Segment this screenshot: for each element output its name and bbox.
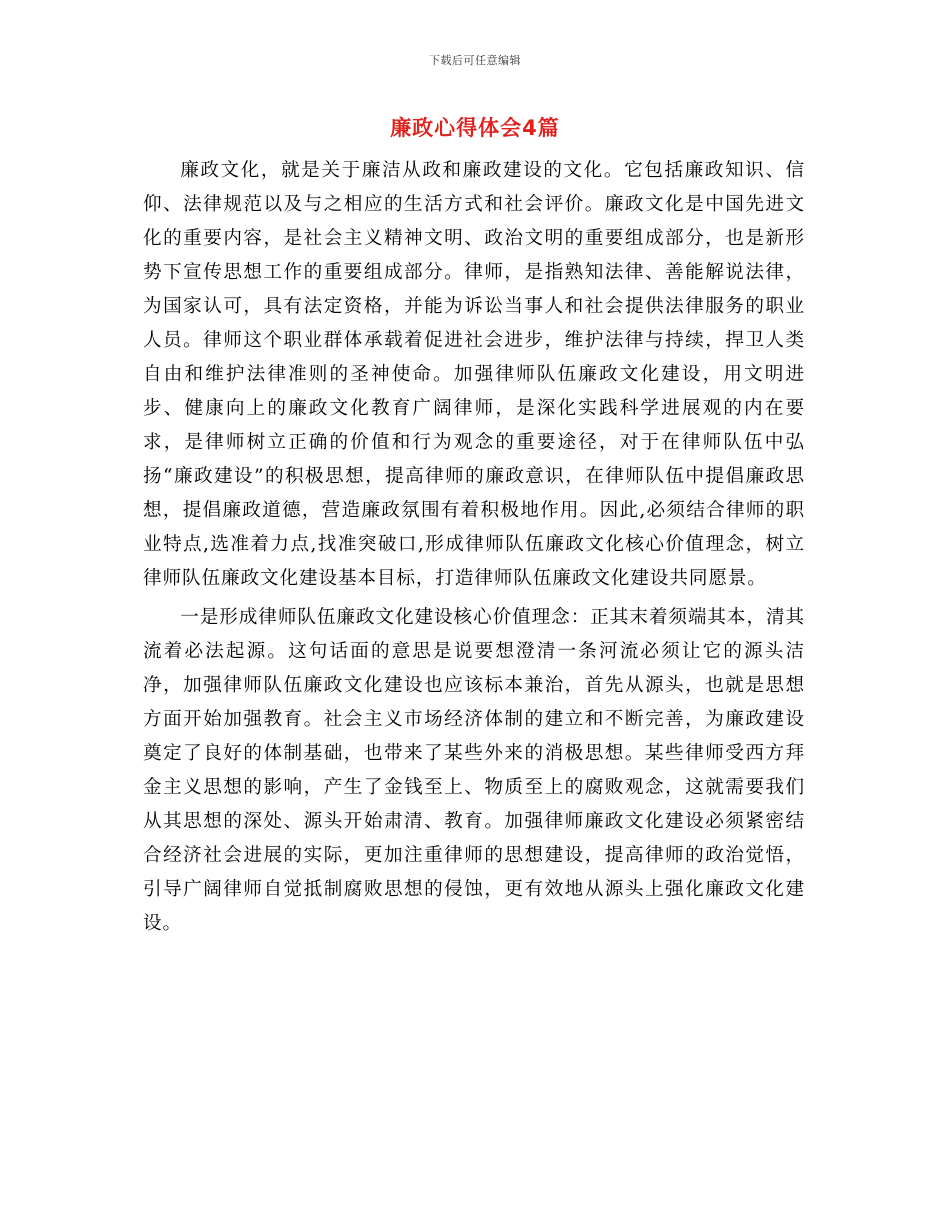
- document-body: [143, 154, 805, 946]
- paragraph-1: 廉政文化，就是关于廉洁从政和廉政建设的文化。它包括廉政知识、信仰、法律规范以及与之相应的生活方式和社会评价。廉政文化是中国先进文化的重要内容，是社会主义精神文明、政治文明的重要组成部分，也是新形势下宣传思想工作的重要组成部分。律师，是指熟知法律、善能解说法律，为国家认可，具有法定资格，并能为诉讼当事人和社会提供法律服务的职业人员。律师这个职业群体承载着促进社会进步，维护法律与持续，捍卫人类自由和维护法律准则的圣神使命。加强律师队伍廉政文化建设，用文明进步、健康向上的廉政文化教育广阔律师，是深化实践科学进展观的内在要求，是律师树立正确的价值和行为观念的重要途径，对于在律师队伍中弘扬“廉政建设”的积极思想，提高律师的廉政意识，在律师队伍中提倡廉政思想，提倡廉政道德，营造廉政氛围有着积极地作用。因此,必须结合律师的职业特点,选准着力点,找准突破口,形成律师队伍廉政文化核心价值理念，树立律师队伍廉政文化建设基本目标，打造律师队伍廉政文化建设共同愿景。: [143, 160, 805, 589]
- page-header-note: 下载后可任意编辑: [429, 54, 521, 67]
- paragraph-2: 一是形成律师队伍廉政文化建设核心价值理念：正其末着须端其本，清其流着必法起源。这句话面的意思是说要想澄清一条河流必须让它的源头洁净，加强律师队伍廉政文化建设也应该标本兼治，首先从源头，也就是思想方面开始加强教育。社会主义市场经济体制的建立和不断完善，为廉政建设奠定了良好的体制基础，也带来了某些外来的消极思想。某些律师受西方拜金主义思想的影响，产生了金钱至上、物质至上的腐败观念，这就需要我们从其思想的深处、源头开始肃清、教育。加强律师廉政文化建设必须紧密结合经济社会进展的实际，更加注重律师的思想建设，提高律师的政治觉悟，引导广阔律师自觉抵制腐败思想的侵蚀，更有效地从源头上强化廉政文化建设。: [143, 607, 805, 934]
- document-title: 廉政心得体会4篇: [390, 116, 560, 140]
